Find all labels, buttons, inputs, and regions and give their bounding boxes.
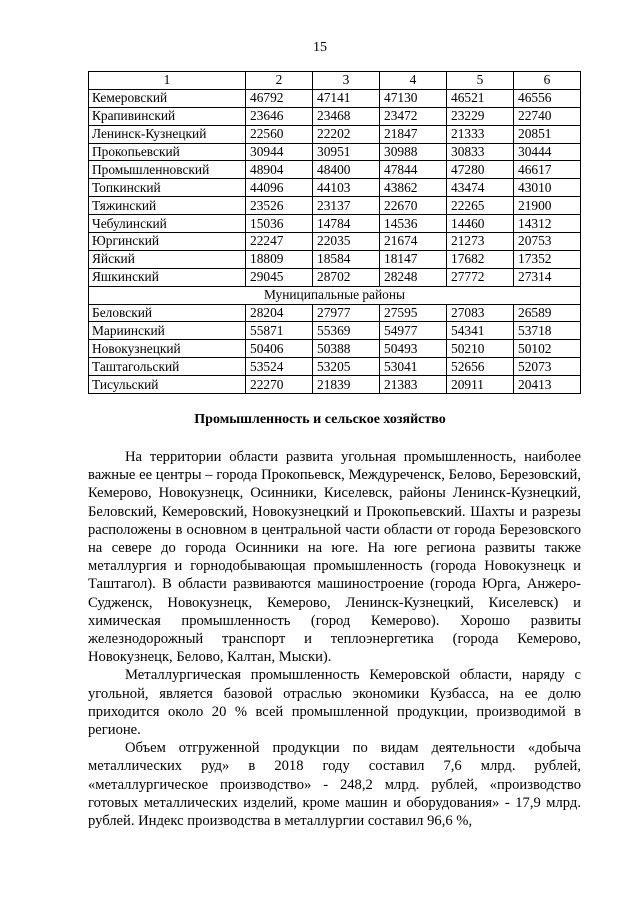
paragraph: На территории области развита угольная промышленность, наиболее важные ее центры – города Прокопьевск, Междуреченск, Белово, Березовский, Кемерово, Новокузнецк, Осинники, Киселевск, районы Ленинск-Кузнецкий, Беловский, Кемеровский, Новокузнецкий и Прокопьевский. Шахты и разрезы расположены в основном в центральной части области от города Березовского на севере до города Осинники на юге. На юге региона развиты также металлургия и горнодобывающая промышленность (города Новокузнецк и Таштагол). В области развиваются машиностроение (города Юрга, Анжеро-Судженск, Новокузнецк, Кемерово, Ленинск-Кузнецкий, Киселевск) и химическая промышленность (город Кемерово). Хорошо развиты железнодорожный транспорт и теплоэнергетика (города Кемерово, Новокузнецк, Белово, Калтан, Мыски).: [88, 449, 581, 666]
table-row: [89, 268, 581, 286]
value-cell: 30944: [246, 143, 313, 161]
value-cell: 55871: [246, 322, 313, 340]
value-cell: 46617: [514, 161, 581, 179]
table-row: [89, 125, 581, 143]
value-cell: 47844: [380, 161, 447, 179]
table-row: [89, 215, 581, 233]
value-cell: 43010: [514, 179, 581, 197]
value-cell: 22247: [246, 233, 313, 251]
value-cell: 29045: [246, 268, 313, 286]
body-text: [88, 448, 581, 830]
value-cell: 50493: [380, 340, 447, 358]
district-name-cell: Яшкинский: [89, 268, 246, 286]
district-name-cell: Таштагольский: [89, 358, 246, 376]
value-cell: 55369: [313, 322, 380, 340]
value-cell: 27772: [447, 268, 514, 286]
value-cell: 21674: [380, 233, 447, 251]
district-name-cell: Промышленновский: [89, 161, 246, 179]
value-cell: 30951: [313, 143, 380, 161]
value-cell: 14784: [313, 215, 380, 233]
value-cell: 22670: [380, 197, 447, 215]
value-cell: 18809: [246, 250, 313, 268]
table-row: [89, 340, 581, 358]
population-table: [88, 71, 581, 394]
value-cell: 28702: [313, 268, 380, 286]
value-cell: 17352: [514, 250, 581, 268]
value-cell: 43474: [447, 179, 514, 197]
value-cell: 48400: [313, 161, 380, 179]
value-cell: 23229: [447, 107, 514, 125]
value-cell: 17682: [447, 250, 514, 268]
value-cell: 47280: [447, 161, 514, 179]
value-cell: 50388: [313, 340, 380, 358]
table-row: [89, 376, 581, 394]
column-header: 4: [380, 72, 447, 90]
table-body-municipal: [89, 304, 581, 393]
value-cell: 27314: [514, 268, 581, 286]
value-cell: 21847: [380, 125, 447, 143]
district-name-cell: Новокузнецкий: [89, 340, 246, 358]
table-row: [89, 143, 581, 161]
district-name-cell: Юргинский: [89, 233, 246, 251]
table-row: [89, 197, 581, 215]
column-header: 5: [447, 72, 514, 90]
district-name-cell: Топкинский: [89, 179, 246, 197]
table-row: [89, 89, 581, 107]
value-cell: 21273: [447, 233, 514, 251]
table-row: [89, 179, 581, 197]
value-cell: 27977: [313, 304, 380, 322]
value-cell: 50102: [514, 340, 581, 358]
district-name-cell: Чебулинский: [89, 215, 246, 233]
value-cell: 27595: [380, 304, 447, 322]
value-cell: 46521: [447, 89, 514, 107]
column-header: 1: [89, 72, 246, 90]
district-name-cell: Тяжинский: [89, 197, 246, 215]
value-cell: 53524: [246, 358, 313, 376]
value-cell: 47130: [380, 89, 447, 107]
value-cell: 53205: [313, 358, 380, 376]
table-header-row: [89, 72, 581, 90]
value-cell: 53041: [380, 358, 447, 376]
value-cell: 47141: [313, 89, 380, 107]
value-cell: 53718: [514, 322, 581, 340]
value-cell: 43862: [380, 179, 447, 197]
value-cell: 22202: [313, 125, 380, 143]
value-cell: 23468: [313, 107, 380, 125]
value-cell: 20413: [514, 376, 581, 394]
value-cell: 54341: [447, 322, 514, 340]
district-name-cell: Прокопьевский: [89, 143, 246, 161]
value-cell: 22740: [514, 107, 581, 125]
column-header: 3: [313, 72, 380, 90]
value-cell: 21333: [447, 125, 514, 143]
value-cell: 20851: [514, 125, 581, 143]
table-body-districts: [89, 89, 581, 286]
value-cell: 30988: [380, 143, 447, 161]
value-cell: 22560: [246, 125, 313, 143]
table-row: [89, 161, 581, 179]
value-cell: 21383: [380, 376, 447, 394]
value-cell: 23526: [246, 197, 313, 215]
district-name-cell: Мариинский: [89, 322, 246, 340]
district-name-cell: Тисульский: [89, 376, 246, 394]
page-number: 15: [313, 40, 327, 55]
column-header: 6: [514, 72, 581, 90]
value-cell: 50406: [246, 340, 313, 358]
district-name-cell: Яйский: [89, 250, 246, 268]
value-cell: 44103: [313, 179, 380, 197]
table-row: [89, 107, 581, 125]
value-cell: 15036: [246, 215, 313, 233]
value-cell: 18584: [313, 250, 380, 268]
value-cell: 54977: [380, 322, 447, 340]
table-row: [89, 233, 581, 251]
value-cell: 20753: [514, 233, 581, 251]
district-name-cell: Беловский: [89, 304, 246, 322]
value-cell: 46792: [246, 89, 313, 107]
value-cell: 21900: [514, 197, 581, 215]
value-cell: 23646: [246, 107, 313, 125]
table-subheading-row: [89, 286, 581, 304]
value-cell: 22035: [313, 233, 380, 251]
section-title: Промышленность и сельское хозяйство: [194, 412, 446, 427]
value-cell: 52073: [514, 358, 581, 376]
value-cell: 26589: [514, 304, 581, 322]
value-cell: 46556: [514, 89, 581, 107]
value-cell: 28248: [380, 268, 447, 286]
value-cell: 28204: [246, 304, 313, 322]
district-name-cell: Ленинск-Кузнецкий: [89, 125, 246, 143]
value-cell: 23137: [313, 197, 380, 215]
value-cell: 22265: [447, 197, 514, 215]
value-cell: 48904: [246, 161, 313, 179]
district-name-cell: Кемеровский: [89, 89, 246, 107]
value-cell: 18147: [380, 250, 447, 268]
paragraph: Объем отгруженной продукции по видам деятельности «добыча металлических руд» в 2018 году составил 7,6 млрд. рублей, «металлургическое производство» - 248,2 млрд. рублей, «производство готовых металлических изделий, кроме машин и оборудования» - 17,9 млрд. рублей. Индекс производства в металлургии составил 96,6 %,: [88, 740, 581, 830]
table-subheading: Муниципальные районы: [89, 286, 581, 304]
value-cell: 50210: [447, 340, 514, 358]
table-row: [89, 358, 581, 376]
paragraph: Металлургическая промышленность Кемеровской области, наряду с угольной, является базовой отраслью экономики Кузбасса, на ее долю приходится около 20 % всей промышленной продукции, производимой в регионе.: [88, 667, 581, 739]
district-name-cell: Крапивинский: [89, 107, 246, 125]
value-cell: 20911: [447, 376, 514, 394]
value-cell: 14312: [514, 215, 581, 233]
table-row: [89, 250, 581, 268]
value-cell: 30444: [514, 143, 581, 161]
value-cell: 27083: [447, 304, 514, 322]
value-cell: 30833: [447, 143, 514, 161]
value-cell: 14536: [380, 215, 447, 233]
value-cell: 22270: [246, 376, 313, 394]
value-cell: 21839: [313, 376, 380, 394]
table-row: [89, 304, 581, 322]
column-header: 2: [246, 72, 313, 90]
value-cell: 14460: [447, 215, 514, 233]
value-cell: 52656: [447, 358, 514, 376]
value-cell: 23472: [380, 107, 447, 125]
table-row: [89, 322, 581, 340]
value-cell: 44096: [246, 179, 313, 197]
